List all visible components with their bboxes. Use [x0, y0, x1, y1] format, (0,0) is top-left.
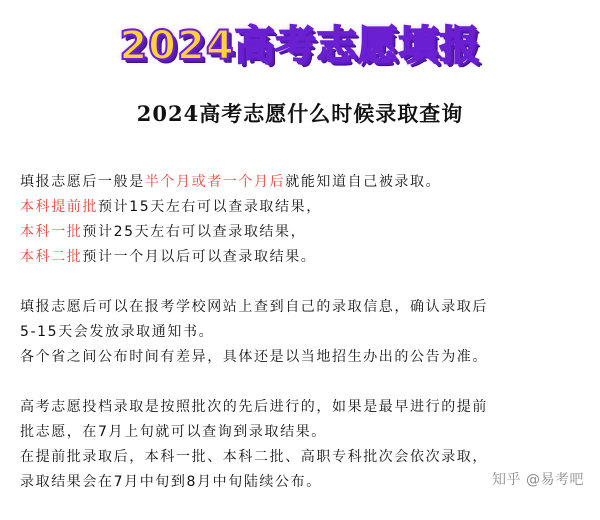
text-line: 在提前批录取后，本科一批、本科二批、高职专科批次会依次录取，: [20, 449, 488, 465]
zhihu-watermark: 知乎 @易考吧: [492, 472, 584, 488]
text-line: 本科一批预计25天左右可以查录取结果，: [20, 224, 307, 240]
text-line: 各个省之间公布时间有差异，具体还是以当地招生办出的公告为准。: [20, 349, 488, 365]
highlight-text: 本科一批: [20, 224, 83, 240]
text-line: 高考志愿投档录取是按照批次的先后进行的，如果是最早进行的提前: [20, 399, 488, 415]
article-body: [20, 170, 590, 520]
highlight-text: 本科二批: [20, 249, 83, 265]
banner: [0, 0, 600, 84]
text-line: 本科二批预计一个月以后可以查录取结果。: [20, 249, 317, 265]
paragraph-notice: [20, 295, 590, 370]
highlight-text: 半个月或者一个月后: [144, 174, 286, 190]
text-line: 填报志愿后一般是半个月或者一个月后就能知道自己被录取。: [20, 174, 442, 190]
paragraph-timeline: [20, 170, 590, 270]
text-line: 录取结果会在7月中旬到8月中旬陆续公布。: [20, 474, 322, 490]
text-line: 5-15天会发放录取通知书。: [20, 324, 215, 340]
banner-title: 2024高考志愿填报: [119, 22, 481, 69]
text-line: 本科提前批预计15天左右可以查录取结果，: [20, 199, 322, 215]
highlight-text: 本科提前批: [20, 199, 98, 215]
text-line: 批志愿，在7月上旬就可以查询到录取结果。: [20, 424, 327, 440]
article-subtitle: 2024高考志愿什么时候录取查询: [136, 101, 464, 126]
text-line: 填报志愿后可以在报考学校网站上查到自己的录取信息，确认录取后: [20, 299, 488, 315]
